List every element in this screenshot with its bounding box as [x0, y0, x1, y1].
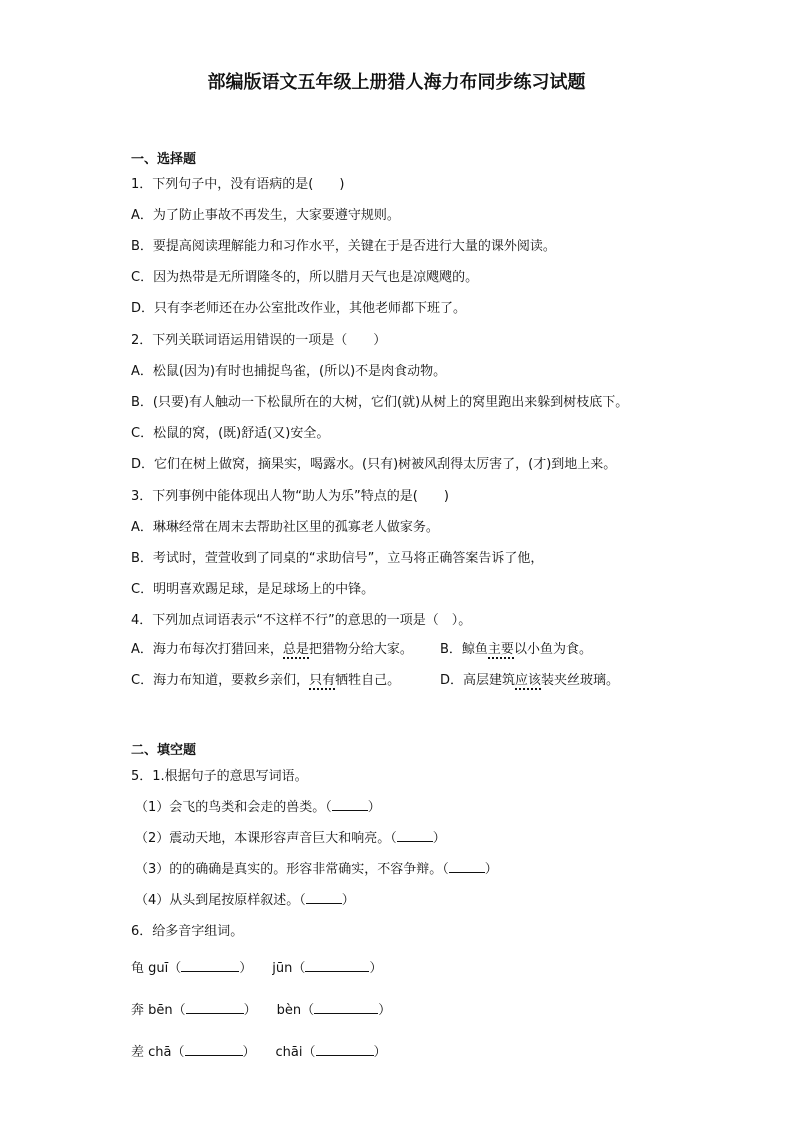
option-text: C．海力布知道，要救乡亲们，	[131, 673, 310, 688]
dotted-word: 只有	[309, 673, 336, 688]
question-2-option-c: C．松鼠的窝，(既)舒适(又)安全。	[131, 426, 330, 441]
item-text: （2）震动天地，本课形容声音巨大和响亮。（	[135, 831, 397, 846]
pinyin-1: chā（	[148, 1045, 185, 1060]
polyphone-row-2	[131, 999, 391, 1018]
question-1-option-a: A．为了防止事故不再发生，大家要遵守规则。	[131, 208, 400, 223]
option-text: 牺牲自己。	[335, 673, 401, 688]
question-6-stem: 6．给多音字组词。	[131, 924, 244, 939]
question-5-stem: 5．1.根据句子的意思写词语。	[131, 769, 308, 784]
answer-blank[interactable]	[306, 889, 342, 904]
pinyin-1: guī（	[148, 961, 182, 976]
question-3-option-a: A．琳琳经常在周末去帮助社区里的孤寡老人做家务。	[131, 520, 439, 535]
item-text: （4）从头到尾按原样叙述。（	[135, 893, 306, 908]
item-text: （3）的的确确是真实的。形容非常确实，不容争辩。（	[135, 862, 449, 877]
polyphone-char: 差	[131, 1045, 145, 1060]
answer-blank[interactable]	[305, 957, 369, 972]
section-heading-choice: 一、选择题	[131, 152, 197, 167]
polyphone-char: 奔	[131, 1003, 145, 1018]
page-title: 部编版语文五年级上册猎人海力布同步练习试题	[207, 72, 586, 93]
answer-blank[interactable]	[449, 858, 485, 873]
item-close: ）	[367, 800, 381, 815]
pinyin-2: chāi（	[275, 1045, 316, 1060]
question-1-option-d: D．只有李老师还在办公室批改作业，其他老师都下班了。	[131, 301, 467, 316]
question-1-option-c: C．因为热带是无所谓隆冬的，所以腊月天气也是凉飕飕的。	[131, 270, 479, 285]
item-text: （1）会飞的鸟类和会走的兽类。（	[135, 800, 332, 815]
option-text: 装夹丝玻璃。	[541, 673, 620, 688]
question-2-option-b: B．(只要)有人触动一下松鼠所在的大树，它们(就)从树上的窝里跑出来躲到树枝底下。	[131, 395, 629, 410]
answer-blank[interactable]	[186, 999, 244, 1014]
polyphone-row-3	[131, 1041, 387, 1060]
paren-close: ）	[239, 961, 253, 976]
option-text: 以小鱼为食。	[513, 642, 592, 657]
pinyin-2: bèn（	[276, 1003, 315, 1018]
item-close: ）	[484, 862, 498, 877]
answer-blank[interactable]	[397, 827, 433, 842]
question-5-item-1	[135, 796, 381, 815]
answer-blank[interactable]	[332, 796, 368, 811]
dotted-word: 主要	[487, 642, 514, 657]
pinyin-1: bēn（	[148, 1003, 186, 1018]
section-heading-fill: 二、填空题	[131, 743, 197, 758]
question-3-option-b: B．考试时，萱萱收到了同桌的“求助信号”，立马将正确答案告诉了他，	[131, 551, 544, 566]
question-2-stem: 2．下列关联词语运用错误的一项是（ ）	[131, 333, 387, 348]
answer-blank[interactable]	[314, 999, 378, 1014]
item-close: ）	[341, 893, 355, 908]
dotted-word: 应该	[515, 673, 542, 688]
paren-close: ）	[369, 961, 383, 976]
answer-blank[interactable]	[181, 957, 239, 972]
paren-close: ）	[373, 1045, 387, 1060]
option-text: D．高层建筑	[440, 673, 516, 688]
question-4-option-c	[131, 669, 400, 688]
pinyin-2: jūn（	[272, 961, 306, 976]
question-3-stem: 3．下列事例中能体现出人物“助人为乐”特点的是( )	[131, 489, 449, 504]
option-text: 把猎物分给大家。	[308, 642, 413, 657]
question-5-item-4	[135, 889, 355, 908]
paren-close: ）	[378, 1003, 392, 1018]
question-4-stem: 4．下列加点词语表示“不这样不行”的意思的一项是（ ）。	[131, 613, 472, 628]
question-1-stem: 1．下列句子中，没有语病的是( )	[131, 177, 345, 192]
paren-close: ）	[243, 1003, 257, 1018]
item-close: ）	[432, 831, 446, 846]
option-text: B．鲸鱼	[440, 642, 488, 657]
polyphone-row-1	[131, 957, 382, 976]
answer-blank[interactable]	[316, 1041, 374, 1056]
paren-close: ）	[242, 1045, 256, 1060]
question-5-item-3	[135, 858, 498, 877]
question-3-option-c: C．明明喜欢踢足球，是足球场上的中锋。	[131, 582, 375, 597]
polyphone-char: 龟	[131, 961, 145, 976]
dotted-word: 总是	[282, 642, 309, 657]
question-4-option-b	[440, 638, 592, 657]
option-text: A．海力布每次打猎回来，	[131, 642, 283, 657]
question-4-option-a	[131, 638, 413, 657]
question-1-option-b: B．要提高阅读理解能力和习作水平，关键在于是否进行大量的课外阅读。	[131, 239, 556, 254]
question-4-option-d	[440, 669, 619, 688]
answer-blank[interactable]	[185, 1041, 243, 1056]
question-2-option-a: A．松鼠(因为)有时也捕捉鸟雀，(所以)不是肉食动物。	[131, 364, 447, 379]
question-2-option-d: D．它们在树上做窝，摘果实，喝露水。(只有)树被风刮得太厉害了，(才)到地上来。	[131, 457, 617, 472]
question-5-item-2	[135, 827, 446, 846]
